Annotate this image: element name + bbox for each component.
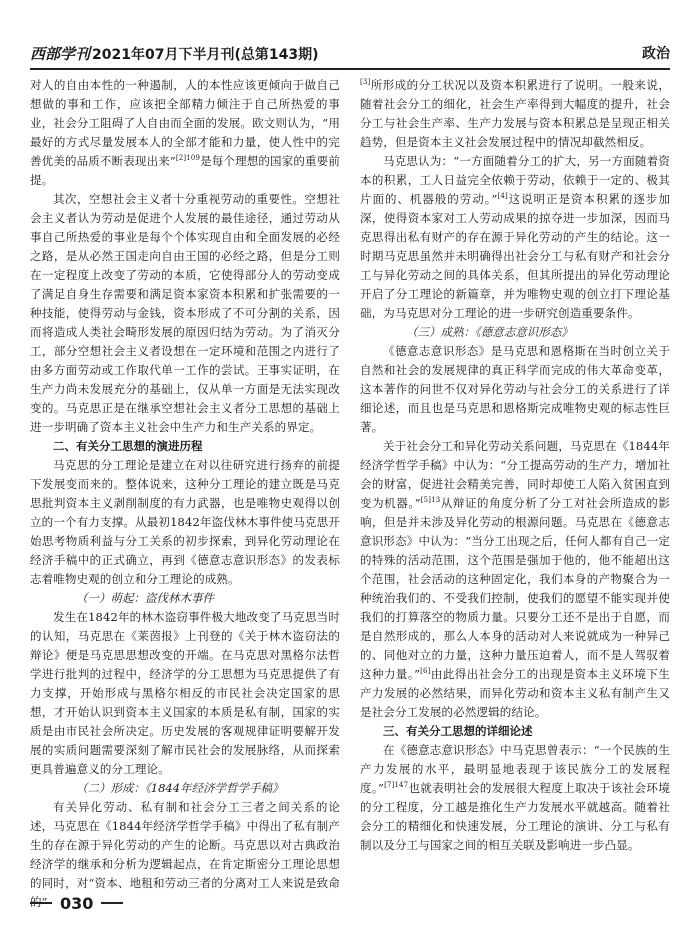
text: 关于社会分工和异化劳动关系问题，马克思在《1844年经济学哲学手稿》中认为：“分工提高劳动的生产力，增加社会的财富，促进社会精美完善，同时却使工人陷入贫困直到变为机器。” bbox=[360, 439, 670, 510]
paragraph: 马克思的分工理论是建立在对以往研究进行扬弃的前提下发展变而来的。整体说来，这种分工理论的建立既是马克思批判资本主义剥削制度的有力武器，也是唯物史观得以创立的一个有力支撑。从最初1842年盗伐林木事件使马克思开始思考物质利益与分工关系的初步探索，到异化劳动理论在经济手稿中的正式确立，再到《德意志意识形态》的发表标志着唯物史观的创立和分工理论的成熟。 bbox=[30, 458, 340, 586]
paragraph: 《德意志意识形态》是马克思和恩格斯在当时创立关于自然和社会的发展规律的真正科学而完成的伟大革命变革，这本著作的问世不仅对异化劳动与社会分工的关系进行了详细论述，而且也是马克思和恩格斯完成唯物史观的标志性巨著。 bbox=[360, 344, 670, 434]
text: 也就表明社会的发展很大程度上取决于该社会环境的分工程度，分工越是推化生产力发展水平就越高。随着社会分工的精细化和快速发展，分工理论的演讲、分工与私有制以及分工与国家之间的相互关联及影响进一步凸显。 bbox=[360, 781, 670, 852]
page-number: 030 bbox=[60, 893, 94, 913]
paragraph bbox=[360, 152, 670, 323]
text: 马克思认为：“一方面随着分工的扩大，另一方面随着资本的积累，工人日益完全依赖于劳动，依赖于一定的、极其片面的、机器般的劳动。” bbox=[360, 154, 670, 206]
paragraph bbox=[30, 76, 340, 190]
text: 在《德意志意识形态》中马克思曾表示：“一个民族的生产力发展的水平，最明显地表现于该民族分工的发展程度。” bbox=[360, 743, 670, 795]
section-heading: 三、有关分工思想的详细论述 bbox=[383, 724, 533, 738]
paragraph bbox=[360, 437, 670, 722]
right-column bbox=[360, 76, 670, 884]
page-header bbox=[30, 40, 670, 66]
text: 由此得出社会分工的出现是资本主义环境下生产力发展的必然结果，而异化劳动和资本主义私有制产生又是社会分工发展的必然逻辑的结论。 bbox=[360, 667, 671, 719]
issue-info: 2021年07月下半月刊(总第143期) bbox=[92, 46, 319, 63]
paragraph: 发生在1842年的林木盗窃事件极大地改变了马克思当时的认知，马克思在《莱茵报》上刊登的《关于林木盗窃法的辩论》便是马克思思想改变的开端。在马克思对黑格尔法哲学进行批判的过程中，经济学的分工思想为马克思提供了有力支撑，开始形成与黑格尔相反的市民社会决定国家的思想，才开始认识到资本主义国家的本质是私有制，国家的实质是由市民社会所决定。历史发展的客观规律证明要解开发展的实质问题需要深刻了解市民社会的发展脉络，从而探索更具普遍意义的分工理论。 bbox=[30, 610, 340, 776]
paragraph: 有关异化劳动、私有制和社会分工三者之间关系的论述，马克思在《1844年经济学哲学手稿》中得出了私有制产生的存在源于异化劳动的产生的论断。马克思以对古典政治经济学的继承和分析为逻辑起点，在肯定斯密分工理论思想的同时，对“资本、地租和劳动三者的分离对工人来说是致命 bbox=[30, 800, 340, 890]
page-footer bbox=[30, 888, 123, 918]
citation: [5]13 bbox=[420, 496, 441, 505]
left-column bbox=[30, 76, 340, 890]
subsection-heading: （一）萌起：盗伐林木事件 bbox=[76, 591, 214, 605]
header-rule bbox=[30, 68, 670, 70]
citation: [6] bbox=[420, 667, 431, 676]
text: 从辩证的角度分析了分工对社会所造成的影响，但是并未涉及异化劳动的根源问题。马克思在《德意志意识形态》中认为：“当分工出现之后，任何人都有自己一定的特殊的活动范围，这个范围是强加于他的，他不能超出这个范围，社会活动的这种固定化，我们本身的产物聚合为一种统治我们的、不受我们控制，使我们的愿望不能实现并使我们的打算落空的物质力量。只要分工还不是出于自愿，而是自然形成的，那么人本身的活动对人来说就成为一种异己的、同他对立的力量，这种力量压迫着人，而不是人驾驭着这种力量。” bbox=[360, 496, 670, 681]
journal-masthead: 西部学刊 bbox=[30, 44, 91, 63]
citation: [7]147 bbox=[384, 781, 409, 790]
text: 这说明正是资本积累的逐步加深，使得资本家对工人劳动成果的掠夺进一步加深，因而马克思得出私有财产的存在源于异化劳动的产生的结论。这一时期马克思虽然并未明确得出社会分工与私有财产和社会分工与异化劳动之间的具体关系，但其所提出的异化劳动理论开启了分工理论的新篇章，并为唯物史观的创立打下理论基础，为马克思对分工理论的进一步研究创造重要条件。 bbox=[360, 192, 670, 320]
subsection-heading: （二）形成：《1844年经济学哲学手稿》 bbox=[76, 781, 284, 795]
text: 是每个理想的国家的重要前提。 bbox=[30, 154, 340, 187]
journal-title bbox=[30, 43, 318, 64]
citation: [4] bbox=[497, 192, 508, 201]
subsection-heading: （三）成熟：《德意志意识形态》 bbox=[406, 325, 573, 339]
citation: [2]109 bbox=[175, 154, 201, 163]
paragraph: 其次，空想社会主义者十分重视劳动的重要性。空想社会主义者认为劳动是促进个人发展的最佳途径，通过劳动从事自己所热爱的事业是每个个体实现自由和全面发展的必经之路，是从必然王国走向自由王国的必经之路，但是分工则在一定程度上改变了劳动的本质，它使得部分人的劳动变成了满足自身生存需要和满足资本家资本积累和扩张需要的一种技能，使得劳动与金钱，资本形成了不可分割的关系，因而将造成人类社会畸形发展的原因归结为劳动。为了消灭分工，部分空想社会主义者设想在一定环境和范围之内进行了由多方面劳动或工作取代单一工作的尝试。王事实证明，在生产力尚未发展充分的基础上，仅从单一方面是无法实现改变的。马克思正是在继承空想社会主义者分工思想的基础上进一步明确了资本主义社会中生产力和生产关系的界定。 bbox=[30, 192, 340, 434]
text: 所形成的分工状况以及资本积累进行了说明。一般来说，随着社会分工的细化，社会生产率得到大幅度的提升，社会分工与社会生产率、生产力发展与资本积累总是呈现正相关趋势，但是资本主义社会发展过程中的情况却截然相反。 bbox=[360, 78, 670, 149]
text: 对人的自由本性的一种遏制，人的本性应该更倾向于做自己想做的事和工作，应该把全部精力倾注于自己所热爱的事业，社会分工阻碍了人自由而全面的发展。欧文则认为，“用最好的方式尽量发展本人的全部才能和力量，使人性中的完善优美的品质不断表现出来” bbox=[30, 78, 340, 168]
section-heading: 二、有关分工思想的演进历程 bbox=[53, 439, 203, 453]
citation: [3] bbox=[360, 78, 371, 87]
footer-dash bbox=[101, 902, 123, 904]
paragraph bbox=[360, 741, 670, 855]
paragraph bbox=[360, 76, 670, 152]
footer-dash bbox=[30, 902, 52, 904]
section-label: 政治 bbox=[642, 46, 670, 62]
